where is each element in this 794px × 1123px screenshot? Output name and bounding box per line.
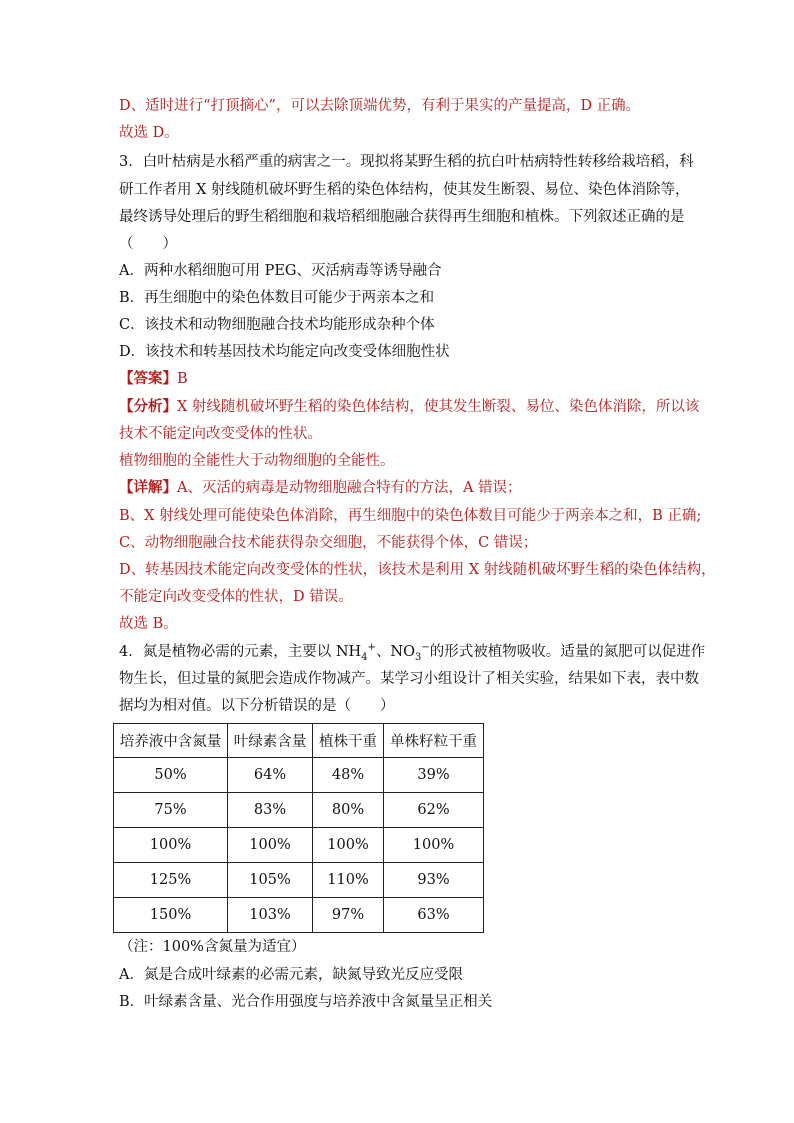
table-row: [114, 863, 484, 898]
answer-value: B: [177, 371, 188, 387]
detail-text-1: A、灭活的病毒是动物细胞融合特有的方法，A 错误；: [177, 480, 522, 496]
table-cell: 39%: [384, 758, 484, 793]
q4-stem-1b: 、NO: [375, 644, 416, 660]
detail-tag: 【详解】: [119, 479, 177, 496]
analysis-tag: 【分析】: [119, 398, 177, 415]
table-cell: 83%: [228, 793, 313, 828]
answer-tag: 【答案】: [119, 370, 177, 387]
q3-analysis-line-1: [119, 397, 699, 417]
q3-stem-line-1: 3．白叶枯病是水稻严重的病害之一。现拟将某野生稻的抗白叶枯病特性转移给栽培稻，科: [119, 154, 694, 170]
table-row: [114, 828, 484, 863]
no3-subscript: 3: [415, 651, 422, 663]
q3-stem-line-4: （ ）: [119, 236, 177, 252]
q4-option-b: B．叶绿素含量、光合作用强度与培养液中含氮量呈正相关: [119, 994, 493, 1010]
nh4-subscript: 4: [361, 651, 368, 663]
table-cell: 48%: [313, 758, 384, 793]
q4-stem-line-3: 据均为相对值。以下分析错误的是（ ）: [119, 698, 395, 714]
prev-choice-line: 故选 D。: [119, 125, 179, 141]
nitrogen-data-table: [113, 723, 484, 933]
no3-superscript: −: [421, 642, 430, 654]
q3-detail-line-5: 不能定向改变受体的性状，D 错误。: [119, 589, 353, 605]
table-row: [114, 793, 484, 828]
table-cell: 105%: [228, 863, 313, 898]
q4-option-a: A．氮是合成叶绿素的必需元素，缺氮导致光反应受限: [119, 967, 463, 983]
table-cell: 50%: [114, 758, 228, 793]
table-header-cell: 单株籽粒干重: [384, 724, 484, 758]
prev-option-d-line: D、适时进行“打顶摘心”，可以去除顶端优势，有利于果实的产量提高，D 正确。: [119, 98, 641, 114]
table-cell: 100%: [384, 828, 484, 863]
q3-option-b: B．再生细胞中的染色体数目可能少于两亲本之和: [119, 290, 435, 306]
table-cell: 103%: [228, 898, 313, 933]
table-cell: 80%: [313, 793, 384, 828]
q3-option-c: C．该技术和动物细胞融合技术均能形成杂种个体: [119, 317, 435, 333]
table-cell: 100%: [313, 828, 384, 863]
table-cell: 75%: [114, 793, 228, 828]
q3-option-d: D．该技术和转基因技术均能定向改变受体细胞性状: [119, 344, 450, 360]
table-cell: 100%: [228, 828, 313, 863]
q3-choice-line: 故选 B。: [119, 616, 178, 632]
table-cell: 62%: [384, 793, 484, 828]
q3-detail-line-2: B、X 射线处理可能使染色体消除，再生细胞中的染色体数目可能少于两亲本之和，B 正确;: [119, 508, 702, 524]
q3-option-a: A．两种水稻细胞可用 PEG、灭活病毒等诱导融合: [119, 263, 442, 279]
q3-stem-line-2: 研工作者用 X 射线随机破坏野生稻的染色体结构，使其发生断裂、易位、染色体消除等，: [119, 182, 690, 198]
q4-stem-line-1: [119, 642, 705, 662]
q3-detail-line-1: [119, 478, 522, 498]
table-row: [114, 758, 484, 793]
table-header-cell: 培养液中含氮量: [114, 724, 228, 758]
analysis-text-1: X 射线随机破坏野生稻的染色体结构，使其发生断裂、易位、染色体消除，所以该: [177, 399, 700, 415]
q4-stem-line-2: 物生长，但过量的氮肥会造成作物减产。某学习小组设计了相关实验，结果如下表，表中数: [119, 671, 699, 687]
q4-stem-1a: 4．氮是植物必需的元素，主要以 NH: [119, 644, 362, 660]
table-header-cell: 植株干重: [313, 724, 384, 758]
q3-analysis-line-2: 技术不能定向改变受体的性状。: [119, 426, 322, 442]
q3-detail-line-4: D、转基因技术能定向改变受体的性状，该技术是利用 X 射线随机破坏野生稻的染色体结构，: [119, 562, 716, 578]
table-header-cell: 叶绿素含量: [228, 724, 313, 758]
q3-answer-line: [119, 369, 188, 389]
table-header-row: [114, 724, 484, 758]
table-cell: 110%: [313, 863, 384, 898]
table-cell: 93%: [384, 863, 484, 898]
table-row: [114, 898, 484, 933]
table-cell: 100%: [114, 828, 228, 863]
table-cell: 97%: [313, 898, 384, 933]
q3-stem-line-3: 最终诱导处理后的野生稻细胞和栽培稻细胞融合获得再生细胞和植株。下列叙述正确的是: [119, 209, 685, 225]
q3-analysis-line-3: 植物细胞的全能性大于动物细胞的全能性。: [119, 453, 395, 469]
table-cell: 63%: [384, 898, 484, 933]
q4-table-note: （注：100%含氮量为适宜）: [119, 939, 306, 955]
table-cell: 150%: [114, 898, 228, 933]
nh4-superscript: +: [367, 642, 376, 654]
q3-detail-line-3: C、动物细胞融合技术能获得杂交细胞，不能获得个体，C 错误；: [119, 535, 538, 551]
table-cell: 64%: [228, 758, 313, 793]
table-cell: 125%: [114, 863, 228, 898]
q4-stem-1c: 的形式被植物吸收。适量的氮肥可以促进作: [429, 644, 706, 660]
